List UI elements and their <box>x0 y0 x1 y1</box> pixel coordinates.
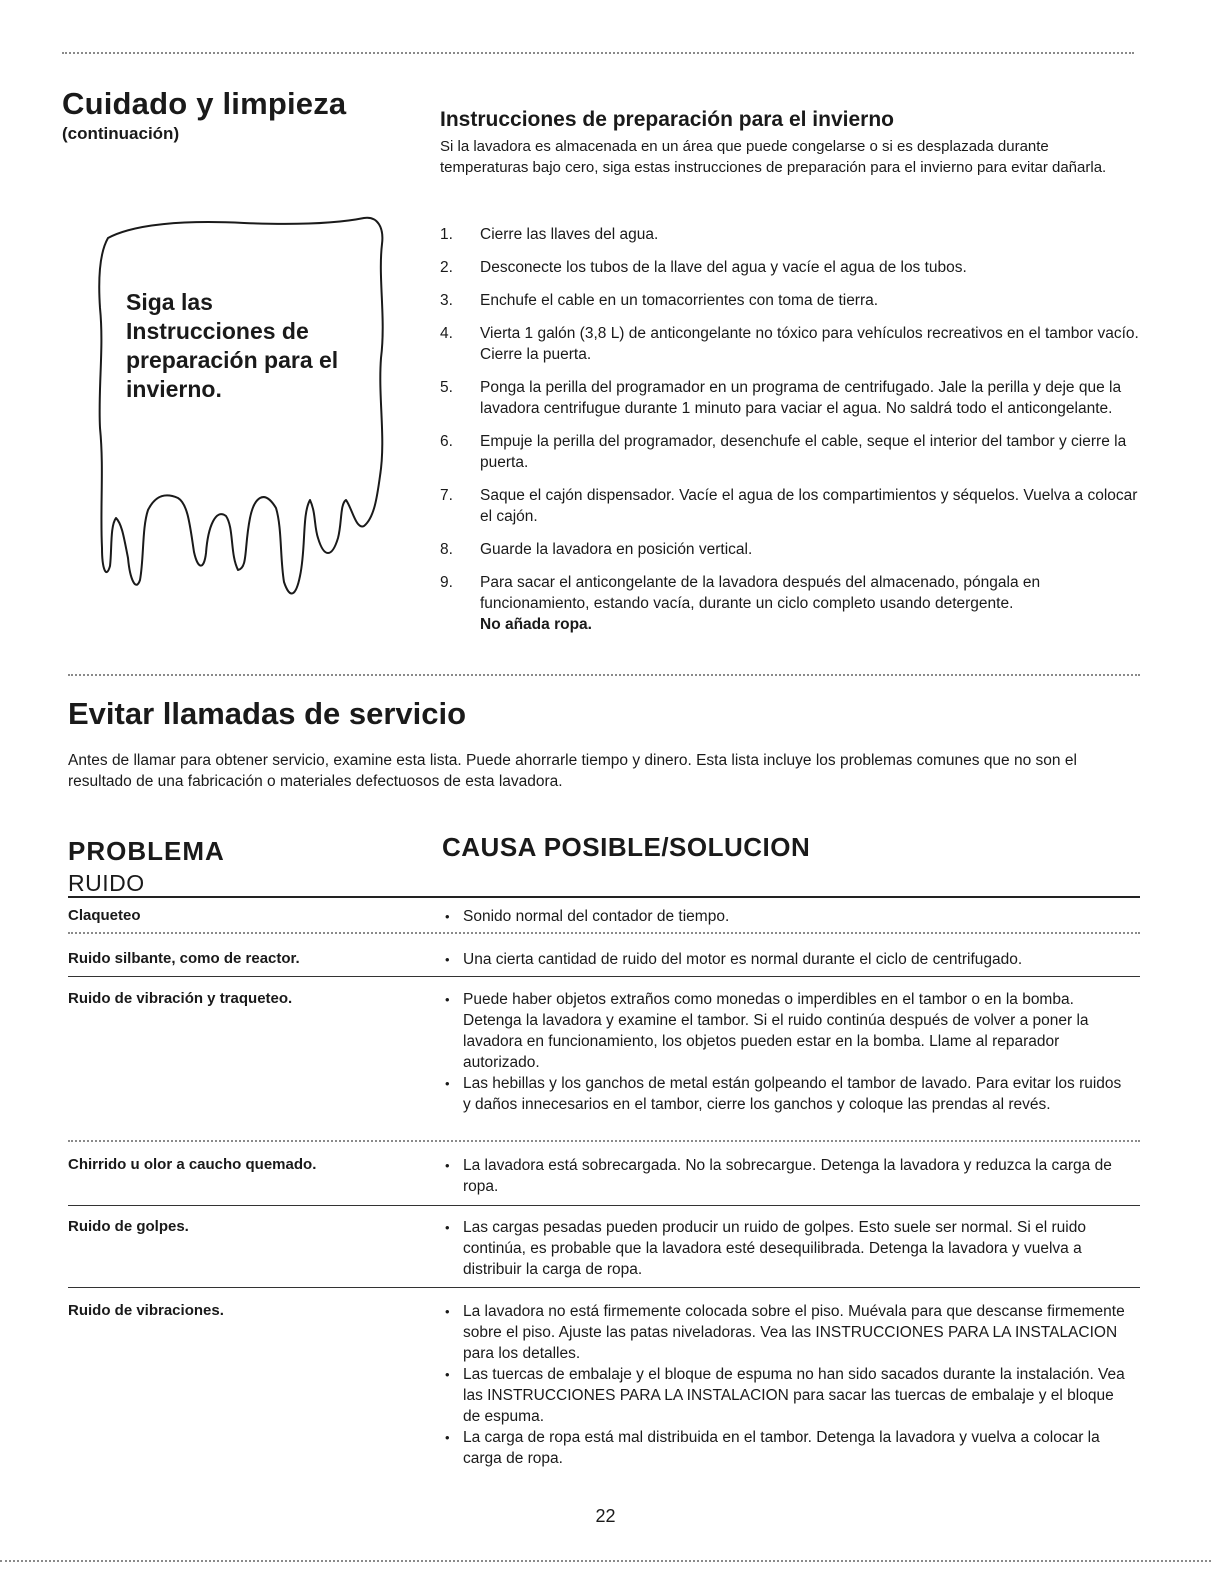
winter-step <box>440 290 1140 311</box>
problem-label: Ruido silbante, como de reactor. <box>68 950 300 967</box>
solution-item: • Las tuercas de embalaje y el bloque de espuma no han sido sacados durante la instalación. Vea las INSTRUCCIONES PARA LA INSTALACION para sacar las tuercas de embalaje y el bloque de espuma. <box>443 1364 1133 1427</box>
page-number: 22 <box>595 1506 616 1526</box>
winter-step <box>440 485 1140 527</box>
problem-label: Ruido de vibraciones. <box>68 1302 224 1319</box>
step-number: 7. <box>440 487 453 504</box>
table-top-rule <box>68 896 1140 898</box>
winter-step <box>440 572 1140 635</box>
step-number: 9. <box>440 574 453 591</box>
solution-list <box>443 1301 1133 1469</box>
section-subtitle-care: (continuación) <box>62 124 180 143</box>
step-number: 4. <box>440 325 453 342</box>
winter-step <box>440 539 1140 560</box>
column-header-problem: PROBLEMA <box>68 836 225 866</box>
solution-item: • La lavadora no está firmemente colocada sobre el piso. Muévala para que descanse firmemente sobre el piso. Ajuste las patas niveladoras. Vea las INSTRUCCIONES PARA LA INSTALACION para los detalles. <box>443 1301 1133 1364</box>
step-number: 8. <box>440 541 453 558</box>
row-divider <box>68 1140 1140 1142</box>
column-header-cause: CAUSA POSIBLE/SOLUCION <box>442 832 811 862</box>
solution-list <box>443 989 1133 1115</box>
step-text: Ponga la perilla del programador en un programa de centrifugado. Jale la perilla y deje que la lavadora centrifugue durante 1 minuto para vaciar el agua. No saldrá todo el anticongelante. <box>480 379 1122 417</box>
step-text: Vierta 1 galón (3,8 L) de anticongelante no tóxico para vehículos recreativos en el tambor vacío. Cierre la puerta. <box>480 325 1139 363</box>
step-number: 5. <box>440 379 453 396</box>
ice-callout-line: invierno. <box>126 376 222 402</box>
winter-step <box>440 377 1140 419</box>
winter-intro: Si la lavadora es almacenada en un área que puede congelarse o si es desplazada durante temperaturas bajo cero, siga estas instrucciones de preparación para el invierno para evitar dañarla. <box>440 138 1107 176</box>
solution-list <box>443 1155 1133 1197</box>
solution-item: • La lavadora está sobrecargada. No la sobrecargue. Detenga la lavadora y reduzca la carga de ropa. <box>443 1155 1133 1197</box>
winter-step <box>440 257 1140 278</box>
problem-label: Claqueteo <box>68 907 141 924</box>
solution-item: • Las hebillas y los ganchos de metal están golpeando el tambor de lavado. Para evitar los ruidos y daños innecesarios en el tambor, cierre los ganchos y coloque las prendas al revés. <box>443 1073 1133 1115</box>
ice-callout-line: Siga las <box>126 289 213 315</box>
step-number: 2. <box>440 259 453 276</box>
problem-label: Ruido de vibración y traqueteo. <box>68 990 293 1007</box>
solution-item: • Sonido normal del contador de tiempo. <box>443 906 1133 927</box>
winter-steps-list <box>440 224 1140 647</box>
step-text: Empuje la perilla del programador, desenchufe el cable, seque el interior del tambor y cierre la puerta. <box>480 433 1127 471</box>
row-divider <box>68 1287 1140 1288</box>
step-number: 6. <box>440 433 453 450</box>
ice-callout-line: Instrucciones de <box>126 318 309 344</box>
ice-callout-line: preparación para el <box>126 347 339 373</box>
step-number: 3. <box>440 292 453 309</box>
section-title-care: Cuidado y limpieza <box>62 86 347 121</box>
step-text: Desconecte los tubos de la llave del agua y vacíe el agua de los tubos. <box>480 259 967 276</box>
winter-title: Instrucciones de preparación para el invierno <box>440 108 894 131</box>
solution-list <box>443 1217 1133 1280</box>
solution-list <box>443 949 1133 970</box>
row-divider <box>68 976 1140 977</box>
step-warning: No añada ropa. <box>480 616 592 633</box>
solution-item: • La carga de ropa está mal distribuida en el tambor. Detenga la lavadora y vuelva a colocar la carga de ropa. <box>443 1427 1133 1469</box>
problem-label: Chirrido u olor a caucho quemado. <box>68 1156 317 1173</box>
step-text: Para sacar el anticongelante de la lavadora después del almacenado, póngala en funcionamiento, estando vacía, durante un ciclo completo usando detergente. <box>480 574 1041 612</box>
winter-step <box>440 224 1140 245</box>
solution-list <box>443 906 1133 927</box>
section-divider <box>68 674 1140 676</box>
step-number: 1. <box>440 226 453 243</box>
problem-group-title: RUIDO <box>68 870 145 896</box>
solution-item: • Puede haber objetos extraños como monedas o imperdibles en el tambor o en la bomba. Detenga la lavadora y examine el tambor. Si el ruido continúa después de volver a poner la lavadora en funcionamiento, los objetos pueden estar en la bomba. Llame al reparador autorizado. <box>443 989 1133 1073</box>
step-text: Saque el cajón dispensador. Vacíe el agua de los compartimientos y séquelos. Vuelva a colocar el cajón. <box>480 487 1138 525</box>
winter-step <box>440 431 1140 473</box>
service-intro: Antes de llamar para obtener servicio, examine esta lista. Puede ahorrarle tiempo y dinero. Esta lista incluye los problemas comunes que no son el resultado de una fabricación o materiales defectuosos de esta lavadora. <box>68 752 1077 790</box>
top-divider <box>62 52 1134 54</box>
ice-callout-text <box>126 288 366 404</box>
step-text: Cierre las llaves del agua. <box>480 226 659 243</box>
section-title-service: Evitar llamadas de servicio <box>68 696 467 731</box>
winter-step <box>440 323 1140 365</box>
problem-label: Ruido de golpes. <box>68 1218 189 1235</box>
solution-item: • Las cargas pesadas pueden producir un ruido de golpes. Esto suele ser normal. Si el ruido continúa, es probable que la lavadora esté desequilibrada. Detenga la lavadora y vuelva a distribuir la carga de ropa. <box>443 1217 1133 1280</box>
row-divider <box>68 1205 1140 1206</box>
row-divider <box>68 932 1140 934</box>
solution-item: • Una cierta cantidad de ruido del motor es normal durante el ciclo de centrifugado. <box>443 949 1133 970</box>
step-text: Enchufe el cable en un tomacorrientes con toma de tierra. <box>480 292 879 309</box>
step-text: Guarde la lavadora en posición vertical. <box>480 541 753 558</box>
bottom-divider <box>0 1560 1211 1562</box>
ice-callout-icon <box>94 208 384 608</box>
